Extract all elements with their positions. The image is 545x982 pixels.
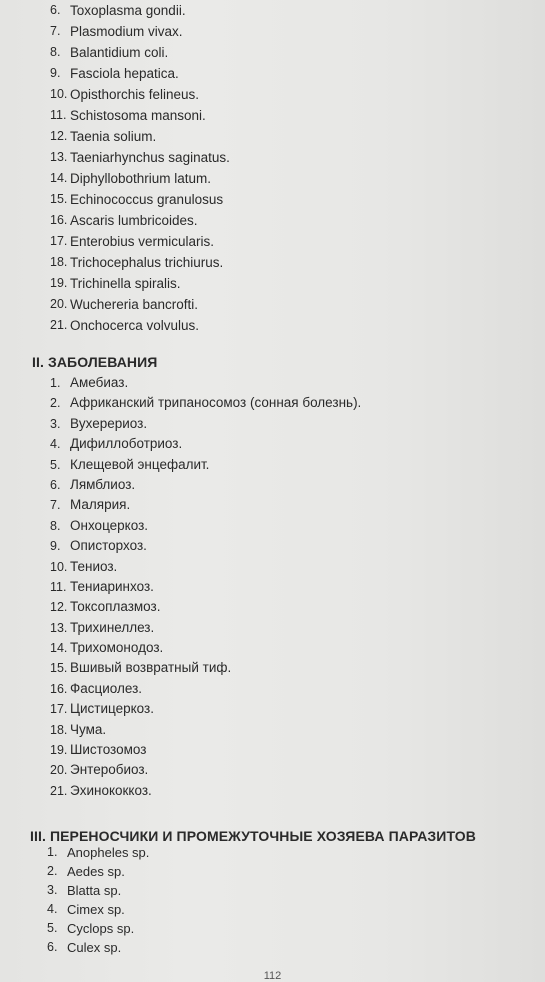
list-item [47, 938, 476, 957]
item-number: 5. [50, 457, 61, 472]
item-text: Вшивый возвратный тиф. [70, 660, 232, 676]
item-text: Амебиаз. [70, 375, 129, 390]
item-text: Fasciola hepatica. [70, 66, 179, 81]
item-number: 14. [50, 641, 68, 656]
list-item [50, 393, 362, 413]
list-item [50, 455, 210, 475]
item-text: Trichinella spiralis. [70, 276, 181, 291]
item-text: Шистозомоз [70, 742, 147, 758]
item-number: 14. [50, 171, 68, 185]
item-number: 1. [47, 845, 58, 859]
list-item [50, 679, 157, 699]
diseases-section [32, 352, 362, 801]
vectors-section [30, 826, 476, 957]
list-item [50, 658, 232, 678]
item-text: Цистицеркоз. [70, 701, 154, 717]
item-text: Фасциолез. [70, 680, 143, 696]
item-text: Taenia solium. [70, 129, 157, 144]
item-text: Aedes sp. [67, 864, 125, 879]
item-text: Токсоплазмоз. [70, 599, 161, 615]
list-item [47, 919, 476, 938]
item-number: 15. [50, 661, 68, 676]
item-number: 7. [50, 24, 61, 38]
item-number: 13. [50, 620, 68, 635]
item-number: 8. [50, 518, 61, 533]
item-number: 17. [50, 234, 68, 248]
list-item [50, 414, 157, 434]
item-text: Онхоцеркоз. [70, 517, 149, 533]
list-item [50, 720, 157, 740]
item-text: Тениоз. [70, 558, 118, 574]
item-text: Клещевой энцефалит. [70, 456, 210, 472]
list-item [50, 495, 157, 515]
item-text: Малярия. [70, 497, 131, 513]
item-text: Энтеробиоз. [70, 762, 149, 778]
item-number: 3. [47, 883, 58, 897]
item-number: 6. [50, 3, 61, 17]
item-number: 2. [50, 396, 61, 411]
list-item [50, 760, 157, 780]
item-text: Wuchereria bancrofti. [70, 297, 199, 312]
item-number: 20. [50, 297, 68, 311]
item-text: Trichocephalus trichiurus. [70, 255, 224, 270]
list-item [47, 900, 476, 919]
item-number: 9. [50, 539, 61, 554]
item-number: 20. [50, 763, 68, 778]
list-item [50, 577, 157, 597]
item-number: 10. [50, 87, 68, 101]
item-text: Африканский трипаносомоз (сонная болезнь). [70, 395, 362, 411]
list-item [50, 475, 157, 495]
item-text: Culex sp. [67, 940, 122, 955]
item-number: 12. [50, 600, 68, 615]
item-number: 15. [50, 192, 68, 206]
item-number: 16. [50, 681, 68, 696]
item-text: Описторхоз. [70, 538, 147, 554]
list-item [50, 516, 157, 536]
item-number: 19. [50, 276, 68, 290]
section-heading-diseases: II. ЗАБОЛЕВАНИЯ [32, 354, 158, 370]
item-text: Enterobius vermicularis. [70, 234, 215, 249]
item-number: 5. [47, 921, 58, 935]
list-item [50, 434, 183, 454]
item-text: Balantidium coli. [70, 45, 169, 60]
item-text: Echinococcus granulosus [70, 192, 224, 207]
list-item [47, 862, 476, 881]
item-text: Чума. [70, 721, 107, 737]
item-text: Blatta sp. [67, 883, 122, 898]
item-text: Лямблиоз. [70, 476, 136, 492]
item-text: Onchocerca volvulus. [70, 318, 200, 333]
item-number: 9. [50, 66, 61, 80]
page-number: 112 [263, 970, 282, 982]
item-number: 6. [47, 940, 58, 954]
item-number: 2. [47, 864, 58, 878]
item-number: 10. [50, 559, 68, 574]
item-number: 3. [50, 416, 61, 431]
item-number: 18. [50, 722, 68, 737]
vectors-list [47, 843, 476, 957]
list-item [50, 536, 157, 556]
item-text: Toxoplasma gondii. [70, 3, 186, 18]
item-text: Тениаринхоз. [70, 578, 154, 594]
list-item [50, 699, 157, 719]
item-text: Diphyllobothrium latum. [70, 171, 212, 186]
item-text: Дифиллоботриоз. [70, 436, 183, 452]
item-number: 1. [50, 376, 61, 390]
item-text: Эхинококкоз. [70, 782, 152, 798]
list-item [50, 597, 161, 617]
item-text: Taeniarhynchus saginatus. [70, 150, 230, 165]
item-number: 8. [50, 45, 61, 59]
item-number: 4. [50, 437, 61, 452]
item-text: Schistosoma mansoni. [70, 108, 206, 123]
diseases-list [50, 373, 362, 801]
item-number: 7. [50, 498, 61, 513]
item-text: Anopheles sp. [67, 845, 150, 860]
item-number: 16. [50, 213, 68, 227]
item-text: Ascaris lumbricoides. [70, 213, 198, 228]
list-item [50, 373, 157, 393]
list-item [47, 881, 476, 900]
item-number: 21. [50, 783, 68, 798]
list-item [50, 618, 157, 638]
item-number: 11. [50, 108, 67, 122]
item-text: Вухерериоз. [70, 415, 148, 431]
item-number: 18. [50, 255, 68, 269]
item-text: Трихинеллез. [70, 619, 155, 635]
list-item [47, 843, 476, 862]
item-text: Cyclops sp. [67, 921, 135, 936]
item-number: 4. [47, 902, 58, 916]
item-text: Plasmodium vivax. [70, 24, 183, 39]
item-text: Cimex sp. [67, 902, 125, 917]
item-number: 12. [50, 129, 68, 143]
item-text: Opisthorchis felineus. [70, 87, 200, 102]
section-heading-vectors: III. ПЕРЕНОСЧИКИ И ПРОМЕЖУТОЧНЫЕ ХОЗЯЕВА ПАРАЗИТОВ [30, 828, 476, 844]
list-item [50, 557, 157, 577]
item-number: 6. [50, 477, 61, 492]
item-number: 11. [50, 579, 67, 594]
list-item [50, 638, 164, 658]
item-number: 19. [50, 743, 68, 758]
list-item [50, 740, 157, 760]
list-item [50, 781, 157, 801]
item-number: 13. [50, 150, 68, 164]
item-number: 17. [50, 702, 68, 717]
item-number: 21. [50, 318, 68, 332]
item-text: Трихомонодоз. [70, 640, 164, 656]
